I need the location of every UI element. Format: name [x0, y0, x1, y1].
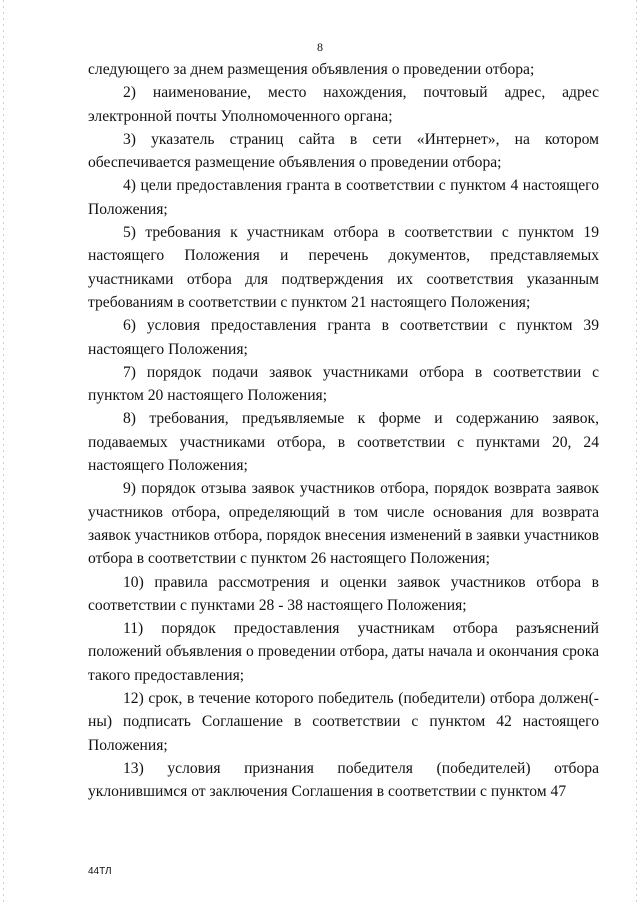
scan-edge-left: [3, 0, 4, 905]
list-item-8: 8) требования, предъявляемые к форме и содержанию заявок, подаваемых участниками отбора, в соответствии с пунктами 20, 24 настоящего Положения;: [88, 410, 599, 475]
list-item-5: 5) требования к участникам отбора в соответствии с пунктом 19 настоящего Положения и перечень документов, представляемых участниками отбора для подтверждения их соответствия указанным требованиям в соответствии с пунктом 21 настоящего Положения;: [88, 224, 599, 311]
list-item-11: 11) порядок предоставления участникам отбора разъяснений положений объявления о проведении отбора, даты начала и окончания срока такого предоставления;: [88, 620, 599, 684]
document-body: [88, 58, 599, 804]
list-item-4: 4) цели предоставления гранта в соответствии с пунктом 4 настоящего Положения;: [88, 177, 599, 218]
list-item-6: 6) условия предоставления гранта в соответствии с пунктом 39 настоящего Положения;: [88, 317, 599, 358]
list-item-10: 10) правила рассмотрения и оценки заявок участников отбора в соответствии с пунктами 28 - 38 настоящего Положения;: [88, 573, 599, 614]
list-item-13: 13) условия признания победителя (победителей) отбора уклонившимся от заключения Соглашения в соответствии с пунктом 47: [88, 759, 599, 801]
page-number: 8: [317, 40, 323, 54]
list-item-12: 12) срок, в течение которого победитель (победители) отбора должен(-ны) подписать Соглашение в соответствии с пунктом 42 настоящего Положения;: [88, 690, 599, 754]
paragraph-continuation: следующего за днем размещения объявления о проведении отбора;: [88, 61, 535, 78]
list-item-7: 7) порядок подачи заявок участниками отбора в соответствии с пунктом 20 настоящего Положения;: [88, 363, 599, 405]
list-item-2: 2) наименование, место нахождения, почтовый адрес, адрес электронной почты Уполномоченного органа;: [88, 84, 599, 125]
scan-edge-right: [636, 0, 637, 905]
footer-document-code: 44ТЛ: [88, 866, 112, 877]
list-item-9: 9) порядок отзыва заявок участников отбора, порядок возврата заявок участников отбора, определяющий в том числе основания для возврата заявок участников отбора, порядок внесения изменений в заявки участников отбора в соответствии с пунктом 26 настоящего Положения;: [88, 480, 599, 568]
list-item-3: 3) указатель страниц сайта в сети «Интернет», на котором обеспечивается размещение объявления о проведении отбора;: [88, 130, 599, 172]
